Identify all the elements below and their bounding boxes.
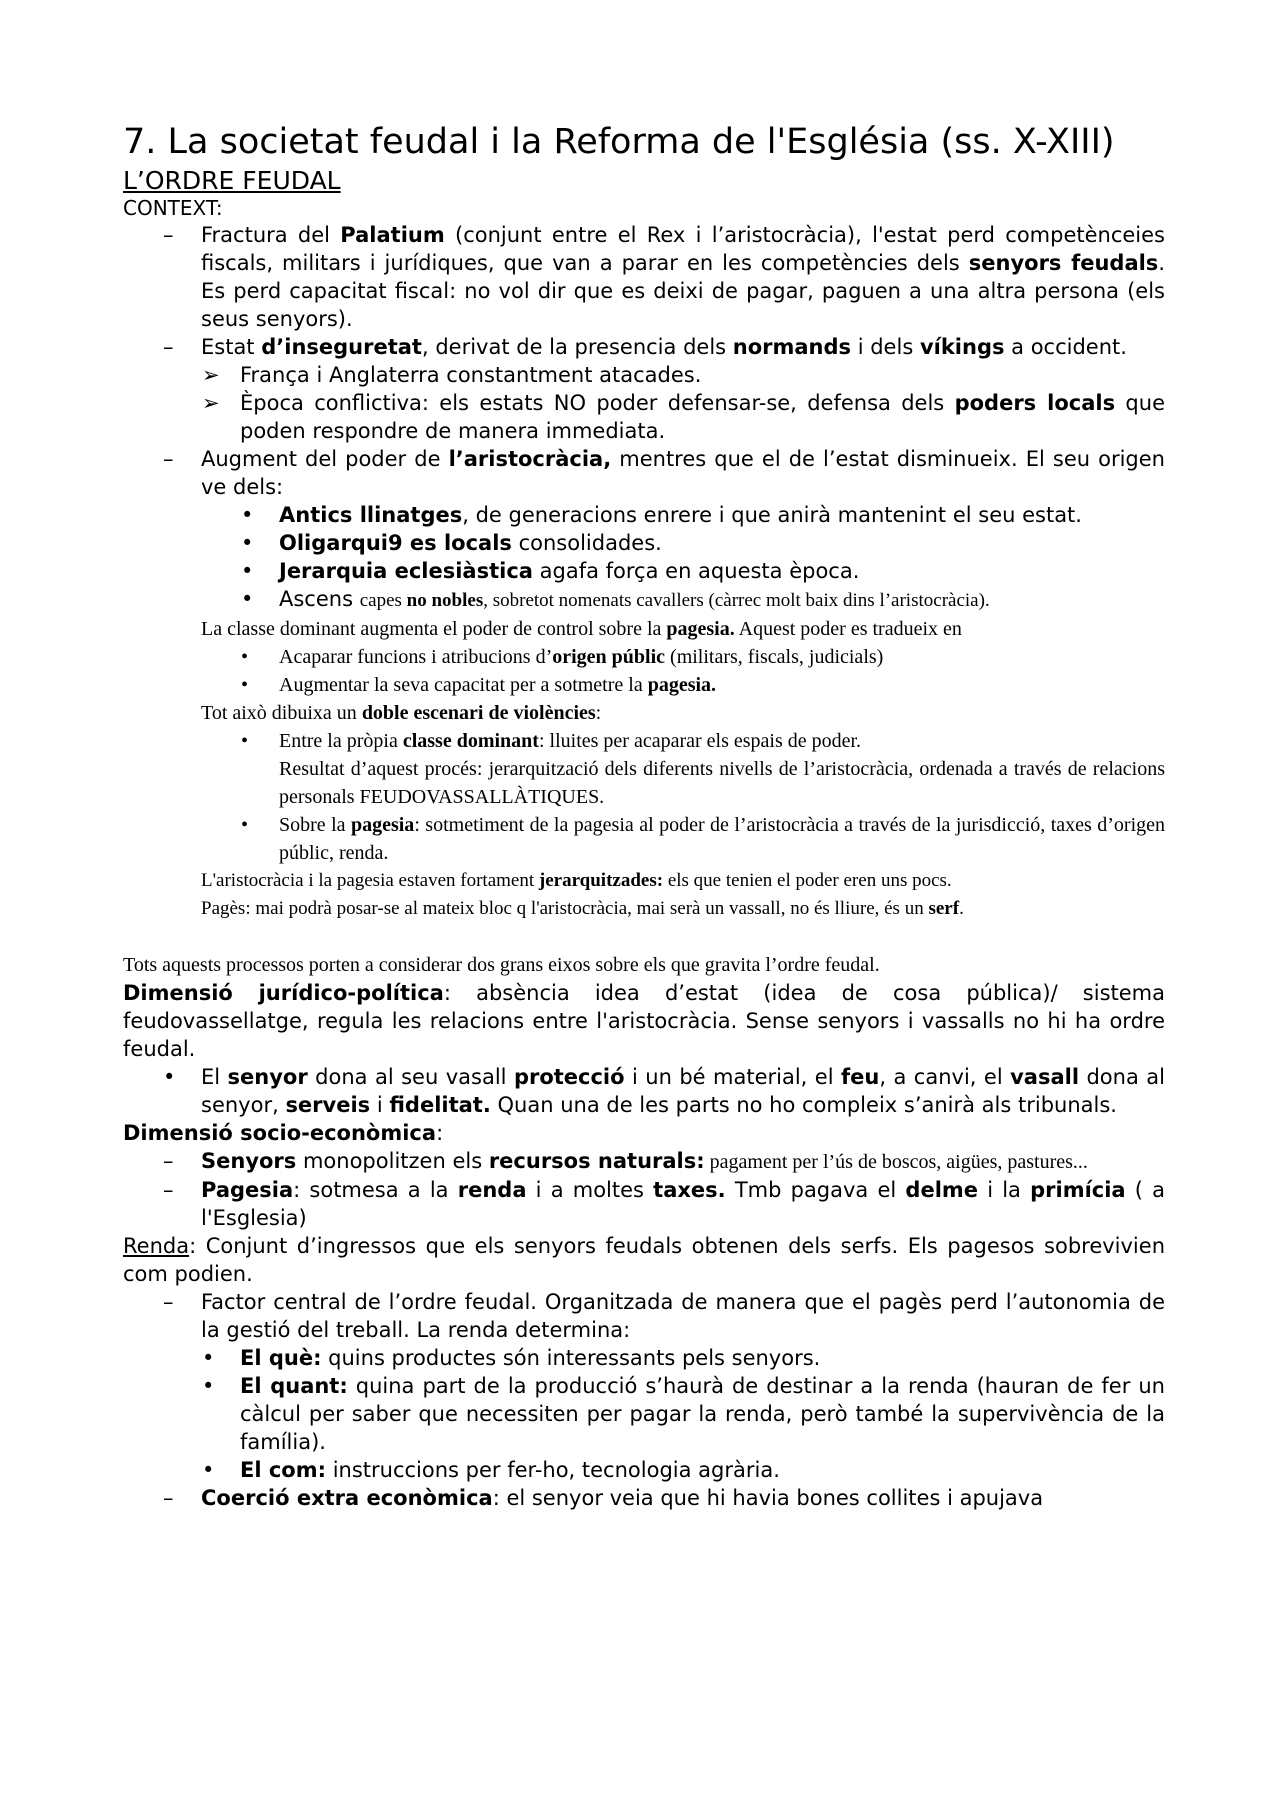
list-item: – Factor central de l’ordre feudal. Organitzada de manera que el pagès perd l’autonomia de la gestió del treball. La renda determina: bbox=[163, 1290, 1165, 1342]
arrow-bullet-icon: ➢ bbox=[202, 363, 220, 387]
note-paragraph: Tot això dibuixa un doble escenari de violències: bbox=[201, 702, 602, 724]
list-item: – Fractura del Palatium (conjunt entre el Rex i l’aristocràcia), l'estat perd competènceies fiscals, militars i jurídiques, que van a parar en les competències dels senyors feudals. Es perd capacitat fiscal: no vol dir que es deixi de pagar, paguen a una altra persona (els seus senyors). bbox=[163, 223, 1165, 331]
list-item: • Acaparar funcions i atribucions d’origen públic (militars, fiscals, judicials) bbox=[279, 643, 1165, 671]
list-item: • El quant: quina part de la producció s’haurà de destinar a la renda (hauran de fer un càlcul per saber que necessiten per pagar la renda, però també la supervivència de la família). bbox=[202, 1374, 1165, 1454]
dash-marker: – bbox=[163, 447, 174, 471]
list-item: • Augmentar la seva capacitat per a sotmetre la pagesia. bbox=[279, 671, 1165, 699]
dash-marker: – bbox=[163, 1486, 174, 1510]
list-item: • Ascens capes no nobles, sobretot nomenats cavallers (càrrec molt baix dins l’aristocràcia). bbox=[241, 587, 990, 611]
dimension-socio: Dimensió socio-econòmica: bbox=[123, 1121, 444, 1145]
bullet-icon: • bbox=[241, 646, 249, 668]
document-page bbox=[123, 120, 1165, 1512]
bullet-icon: • bbox=[163, 1065, 176, 1089]
note-paragraph: La classe dominant augmenta el poder de control sobre la pagesia. Aquest poder es tradueix en bbox=[201, 618, 962, 640]
list-item: • Sobre la pagesia: sotmetiment de la pagesia al poder de l’aristocràcia a través de la jurisdicció, taxes d’origen públic, renda. bbox=[279, 811, 1165, 867]
dash-marker: – bbox=[163, 1290, 174, 1314]
axes-paragraph: Tots aquests processos porten a considerar dos grans eixos sobre els que gravita l’ordre feudal. bbox=[123, 954, 880, 976]
note-paragraph: Pagès: mai podrà posar-se al mateix bloc q l'aristocràcia, mai serà un vassall, no és lliure, és un serf. bbox=[201, 898, 964, 919]
section-heading: L’ORDRE FEUDAL bbox=[123, 166, 341, 195]
list-item: • El senyor dona al seu vasall protecció i un bé material, el feu, a canvi, el vasall dona al senyor, serveis i fidelitat. Quan una de les parts no ho compleix s’anirà als tribunals. bbox=[163, 1065, 1165, 1117]
bullet-icon: • bbox=[202, 1374, 215, 1398]
list-item: – Estat d’inseguretat, derivat de la presencia dels normands i dels víkings a occident. bbox=[163, 335, 1127, 359]
list-item: – Coerció extra econòmica: el senyor veia que hi havia bones collites i apujava bbox=[163, 1486, 1044, 1510]
dash-marker: – bbox=[163, 1149, 174, 1173]
bullet-icon: • bbox=[241, 503, 254, 527]
list-item: – Senyors monopolitzen els recursos naturals: pagament per l’ús de boscos, aigües, pastures... bbox=[163, 1149, 1088, 1173]
note-paragraph: Resultat d’aquest procés: jerarquització dels diferents nivells de l’aristocràcia, ordenada a través de relacions personals FEUDOVASSALLÀTIQUES. bbox=[279, 758, 1165, 808]
list-item: • Jerarquia eclesiàstica agafa força en aquesta època. bbox=[241, 559, 860, 583]
dash-marker: – bbox=[163, 335, 174, 359]
renda-definition: Renda: Conjunt d’ingressos que els senyors feudals obtenen dels serfs. Els pagesos sobrevivien com podien. bbox=[123, 1234, 1165, 1286]
dash-marker: – bbox=[163, 223, 174, 247]
bullet-icon: • bbox=[241, 730, 249, 752]
list-item: ➢ França i Anglaterra constantment atacades. bbox=[202, 363, 702, 387]
context-label: CONTEXT: bbox=[123, 196, 223, 220]
dimension-juridic: Dimensió jurídico-política: absència idea d’estat (idea de cosa pública)/ sistema feudovassellatge, regula les relacions entre l'aristocràcia. Sense senyors i vassalls no hi ha ordre feudal. bbox=[123, 981, 1165, 1061]
list-item: ➢ Època conflictiva: els estats NO poder defensar-se, defensa dels poders locals que poden respondre de manera immediata. bbox=[202, 391, 1165, 443]
arrow-bullet-icon: ➢ bbox=[202, 391, 220, 415]
list-item: • El què: quins productes són interessants pels senyors. bbox=[202, 1346, 821, 1370]
list-item: • El com: instruccions per fer-ho, tecnologia agrària. bbox=[202, 1458, 780, 1482]
list-item: • Entre la pròpia classe dominant: lluites per acaparar els espais de poder. bbox=[279, 727, 1165, 755]
bullet-icon: • bbox=[241, 814, 249, 836]
bullet-icon: • bbox=[241, 674, 249, 696]
bullet-icon: • bbox=[241, 587, 254, 611]
bullet-icon: • bbox=[241, 531, 254, 555]
list-item: – Pagesia: sotmesa a la renda i a moltes taxes. Tmb pagava el delme i la primícia ( a l'Esglesia) bbox=[163, 1178, 1166, 1230]
list-item: • Antics llinatges, de generacions enrere i que anirà mantenint el seu estat. bbox=[241, 503, 1082, 527]
list-item: – Augment del poder de l’aristocràcia, mentres que el de l’estat disminueix. El seu origen ve dels: bbox=[163, 447, 1165, 499]
page-title: 7. La societat feudal i la Reforma de l'Església (ss. X-XIII) bbox=[123, 122, 1115, 162]
note-paragraph: L'aristocràcia i la pagesia estaven fortament jerarquitzades: els que tenien el poder eren uns pocs. bbox=[201, 870, 952, 891]
list-item: • Oligarqui9 es locals consolidades. bbox=[241, 531, 662, 555]
bullet-icon: • bbox=[202, 1458, 215, 1482]
bullet-icon: • bbox=[241, 559, 254, 583]
bullet-icon: • bbox=[202, 1346, 215, 1370]
dash-marker: – bbox=[163, 1178, 174, 1202]
